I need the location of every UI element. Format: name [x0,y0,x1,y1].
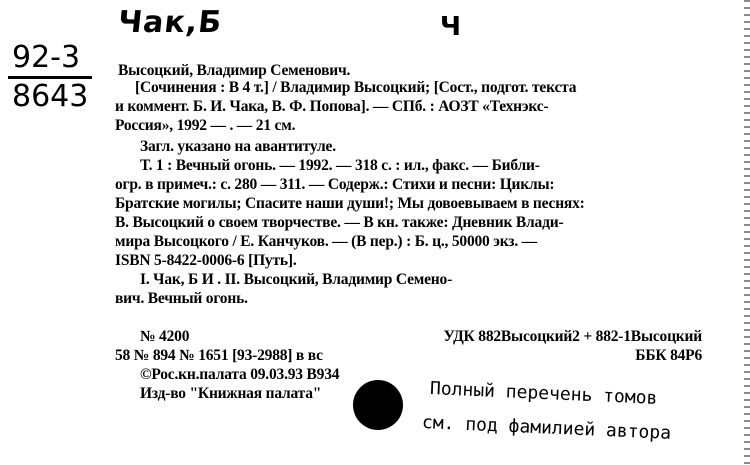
card-line-3: Россия», 1992 — . — 21 см. [115,117,296,134]
shelf-mark [8,40,92,115]
card-line-12: вич. Вечный огонь. [115,290,248,307]
card-line-5: Т. 1 : Вечный огонь. — 1992. — 318 с. : ил., факс. — Библи- [140,157,540,174]
shelf-mark-top: 92-3 [8,40,92,79]
book-chamber-stamp: ©Рос.кн.палата 09.03.93 В934 [140,366,340,383]
shelf-mark-bottom: 8643 [12,79,89,114]
punched-edge [744,0,750,465]
card-line-7: Братские могилы; Спасите наши души!; Мы довоевываем в песнях: [115,195,585,212]
publisher-line: Изд-во "Книжная палата" [140,385,322,402]
order-line: 58 № 894 № 1651 [93-2988] в вс [115,347,323,364]
card-line-2: и коммент. Б. И. Чака, В. Ф. Попова]. — СПб. : АОЗТ «Технэкс- [115,98,549,115]
bbk-code: ББК 84Р6 [635,347,702,364]
stamp-line-1: Полный перечень томов [429,378,658,409]
card-line-8: В. Высоцкий о своем творчестве. — В кн. также: Дневник Влади- [115,214,564,231]
card-line-10: ISBN 5-8422-0006-6 [Путь]. [115,252,297,269]
handwritten-author-note: Чак,Б [116,5,224,40]
card-line-11: I. Чак, Б И . II. Высоцкий, Владимир Семено- [140,271,453,288]
handwritten-mark: Ч [440,12,463,42]
card-line-4: Загл. указано на авантитуле. [140,138,336,155]
udc-code: УДК 882Высоцкий2 + 882-1Высоцкий [443,328,702,345]
record-number: № 4200 [140,328,190,345]
card-heading: Высоцкий, Владимир Семенович. [118,62,351,79]
stamp-line-2: см. под фамилией автора [421,412,672,444]
ink-blot [353,380,403,430]
card-line-6: огр. в примеч.: с. 280 — 311. — Содерж.: Стихи и песни: Циклы: [115,176,555,193]
card-line-1: [Сочинения : В 4 т.] / Владимир Высоцкий; [Сост., подгот. текста [135,79,577,96]
card-line-9: мира Высоцкого / Е. Канчуков. — (В пер.) : Б. ц., 50000 экз. — [115,233,537,250]
